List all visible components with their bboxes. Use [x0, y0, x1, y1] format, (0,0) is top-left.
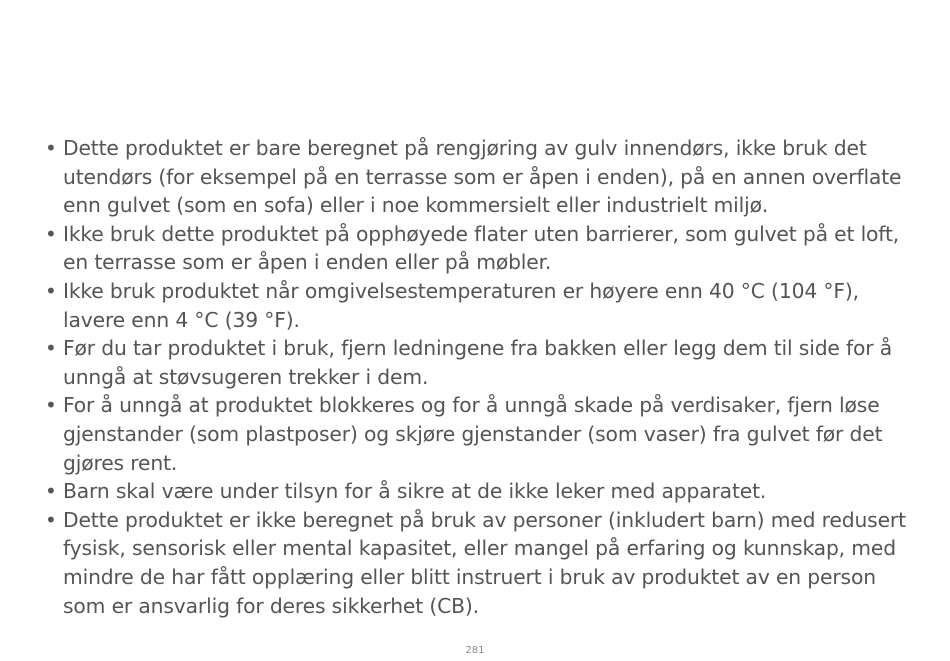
list-item [44, 477, 910, 506]
list-item-text: For å unngå at produktet blokkeres og for å unngå skade på verdisaker, fjern løse gjenstander (som plastposer) og skjøre gjenstander (som vaser) fra gulvet før det gjøres rent. [63, 393, 883, 475]
list-item-text: Dette produktet er ikke beregnet på bruk av personer (inkludert barn) med redusert fysisk, sensorisk eller mental kapasitet, eller mangel på erfaring og kunnskap, med mindre de har fått opplæring eller blitt instruert i bruk av produktet av en person som er ansvarlig for deres sikkerhet (CB). [63, 507, 906, 618]
list-item [44, 134, 910, 220]
list-item-text: Barn skal være under tilsyn for å sikre at de ikke leker med apparatet. [63, 479, 767, 504]
safety-instructions-list [44, 134, 910, 620]
bullet-icon: • [45, 221, 57, 246]
bullet-icon: • [45, 278, 57, 303]
bullet-icon: • [45, 393, 57, 418]
list-item-text: Før du tar produktet i bruk, fjern ledningene fra bakken eller legg dem til side for å unngå at støvsugeren trekker i dem. [63, 336, 893, 389]
bullet-icon: • [45, 507, 57, 532]
bullet-icon: • [45, 136, 57, 160]
list-item [44, 220, 910, 277]
list-item-text: Ikke bruk produktet når omgivelsestemperaturen er høyere enn 40 °C (104 °F), lavere enn 4 °C (39 °F). [63, 278, 859, 332]
list-item [44, 506, 910, 620]
list-item [44, 334, 910, 391]
bullet-icon: • [45, 479, 57, 504]
page-number: 281 [465, 645, 485, 656]
bullet-icon: • [45, 336, 57, 361]
list-item-text: Dette produktet er bare beregnet på rengjøring av gulv innendørs, ikke bruk det utendørs (for eksempel på en terrasse som er åpen i enden), på en annen overflate enn gulvet (som en sofa) eller i noe kommersielt eller industrielt miljø. [63, 136, 902, 218]
list-item [44, 391, 910, 477]
list-item-text: Ikke bruk dette produktet på opphøyede flater uten barrierer, som gulvet på et loft, en terrasse som er åpen i enden eller på møbler. [63, 221, 900, 275]
list-item [44, 277, 910, 334]
